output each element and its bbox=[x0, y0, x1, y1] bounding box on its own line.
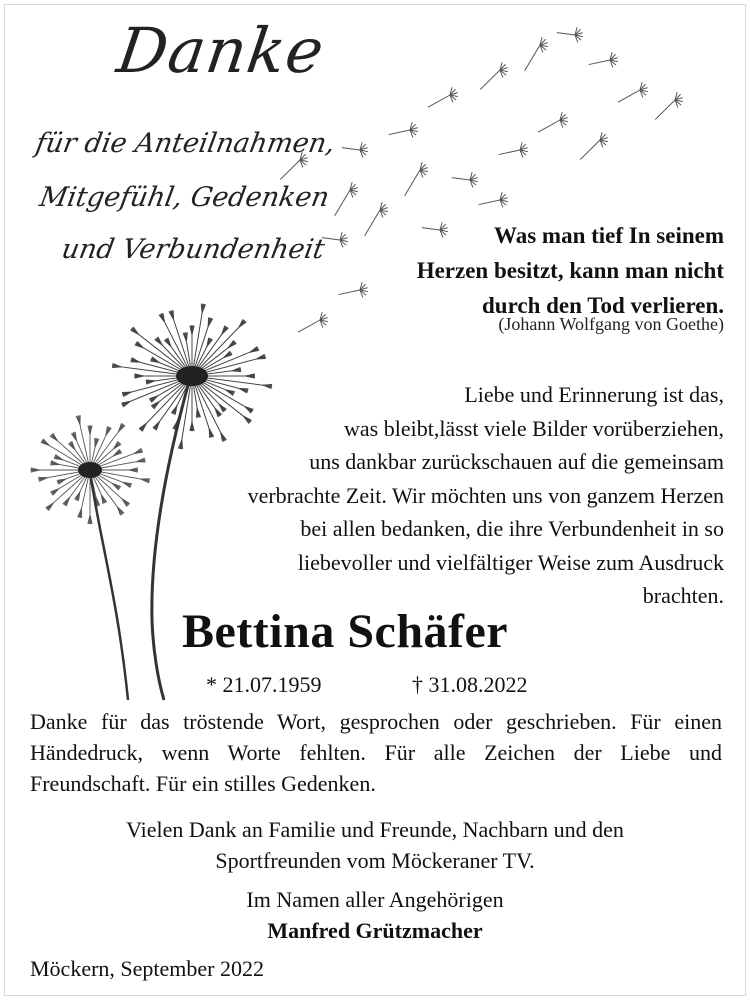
quote-author: (Johann Wolfgang von Goethe) bbox=[498, 314, 724, 334]
floating-seed bbox=[589, 60, 610, 65]
header-line-2: Mitgefühl, Gedenken bbox=[37, 182, 332, 213]
floating-seed bbox=[618, 90, 640, 102]
floating-seed bbox=[655, 100, 675, 120]
family-thanks-line: Vielen Dank an Familie und Freunde, Nachbarn und den bbox=[126, 817, 624, 842]
death-date: † 31.08.2022 bbox=[412, 672, 528, 697]
floating-seed bbox=[499, 150, 520, 155]
floating-seed bbox=[452, 178, 470, 180]
paragraph-line: liebevoller und vielfältiger Weise zum Ausdruck bbox=[297, 549, 724, 575]
header-line-3: und Verbundenheit bbox=[59, 234, 327, 265]
paragraph-line: bei allen bedanken, die ihre Verbundenheit in so bbox=[300, 516, 724, 541]
floating-seed bbox=[479, 200, 500, 205]
place-date: Möckern, September 2022 bbox=[30, 956, 264, 981]
floating-seed bbox=[389, 130, 410, 135]
paragraph-line: brachten. bbox=[642, 583, 724, 608]
floating-seed bbox=[342, 148, 360, 150]
header-line-1: für die Anteilnahmen, bbox=[33, 128, 338, 159]
paragraph-line: was bleibt,lässt viele Bilder vorüberziehen, bbox=[344, 415, 724, 441]
family-thanks bbox=[0, 814, 750, 876]
birth-date: * 21.07.1959 bbox=[206, 672, 322, 697]
floating-seed bbox=[335, 190, 350, 216]
signature-block bbox=[0, 884, 750, 946]
thanks-text: Danke für das tröstende Wort, gesprochen oder geschrieben. Für einen Händedruck, wenn Worte fehlten. Für alle Zeichen der Liebe und Freundschaft. Für ein stilles Gedenken. bbox=[30, 709, 722, 796]
goethe-quote bbox=[284, 218, 724, 323]
floating-seed bbox=[428, 95, 450, 107]
floating-seed bbox=[557, 33, 575, 35]
floating-seed bbox=[525, 45, 540, 71]
quote-line: Herzen besitzt, kann man nicht bbox=[416, 258, 724, 283]
paragraph-line: Liebe und Erinnerung ist das, bbox=[464, 382, 724, 407]
deceased-name: Bettina Schäfer bbox=[182, 605, 509, 658]
floating-seed bbox=[538, 120, 560, 132]
danke-heading: Danke bbox=[112, 14, 330, 87]
quote-line: durch den Tod verlieren. bbox=[482, 293, 724, 318]
floating-seed bbox=[280, 160, 300, 180]
remembrance-paragraph bbox=[124, 378, 724, 613]
dandelion-small-center bbox=[78, 462, 102, 478]
floating-seed bbox=[405, 170, 420, 196]
floating-seed bbox=[480, 70, 500, 90]
signature-intro: Im Namen aller Angehörigen bbox=[246, 887, 504, 912]
dandelion-stem-small bbox=[90, 472, 128, 700]
signer-name: Manfred Grützmacher bbox=[267, 918, 483, 943]
floating-seed bbox=[580, 140, 600, 160]
family-thanks-line: Sportfreunden vom Möckeraner TV. bbox=[215, 848, 535, 873]
paragraph-line: verbrachte Zeit. Wir möchten uns von ganzem Herzen bbox=[247, 482, 724, 508]
quote-line: Was man tief In seinem bbox=[494, 223, 724, 248]
paragraph-line: uns dankbar zurückschauen auf die gemeinsam bbox=[309, 449, 724, 474]
